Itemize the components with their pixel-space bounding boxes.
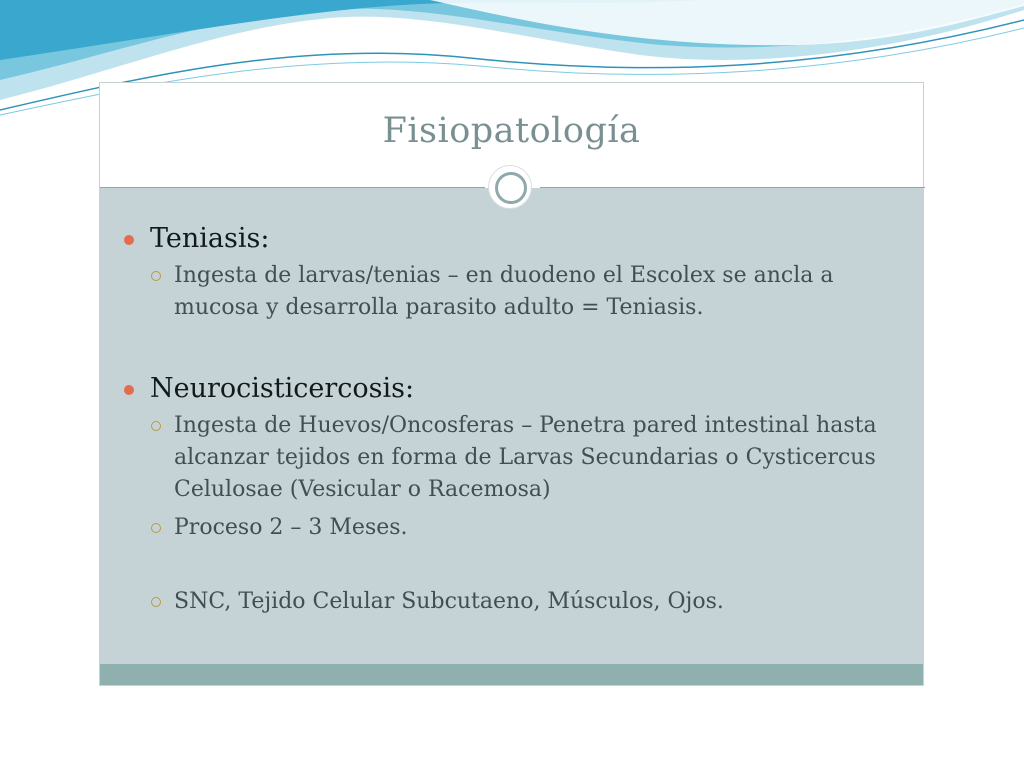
hollow-circle-bullet-icon [151, 597, 161, 607]
section-neurocisticercosis [124, 372, 884, 618]
bullet-text: Ingesta de Huevos/Oncosferas – Penetra pared intestinal hasta alcanzar tejidos en forma de Larvas Secundarias o Cysticercus Celulosae (Vesicular o Racemosa) [174, 413, 877, 502]
bullet-level2 [124, 410, 884, 506]
filled-circle-bullet-icon [124, 235, 134, 245]
body-area [100, 200, 923, 666]
circle-ornament-icon [488, 165, 532, 209]
circle-ornament-inner [495, 172, 527, 204]
bullet-level2 [124, 260, 884, 324]
filled-circle-bullet-icon [124, 385, 134, 395]
section-heading: Teniasis: [150, 223, 270, 254]
bullet-level2 [124, 586, 884, 618]
hollow-circle-bullet-icon [151, 271, 161, 281]
bullet-text: SNC, Tejido Celular Subcutaeno, Músculos, Ojos. [174, 589, 724, 614]
footer-band [100, 664, 923, 685]
section-teniasis [124, 222, 884, 324]
hollow-circle-bullet-icon [151, 421, 161, 431]
content-panel [99, 82, 924, 686]
bullet-level1 [124, 372, 884, 406]
slide-title: Fisiopatología [382, 111, 641, 151]
bullet-text: Ingesta de larvas/tenias – en duodeno el Escolex se ancla a mucosa y desarrolla parasito adulto = Teniasis. [174, 263, 834, 320]
divider-line-left [100, 187, 485, 188]
hollow-circle-bullet-icon [151, 523, 161, 533]
bullet-level1 [124, 222, 884, 256]
section-heading: Neurocisticercosis: [150, 373, 415, 404]
bullet-text: Proceso 2 – 3 Meses. [174, 515, 408, 540]
bullet-level2 [124, 512, 884, 544]
divider-line-right [540, 187, 925, 188]
